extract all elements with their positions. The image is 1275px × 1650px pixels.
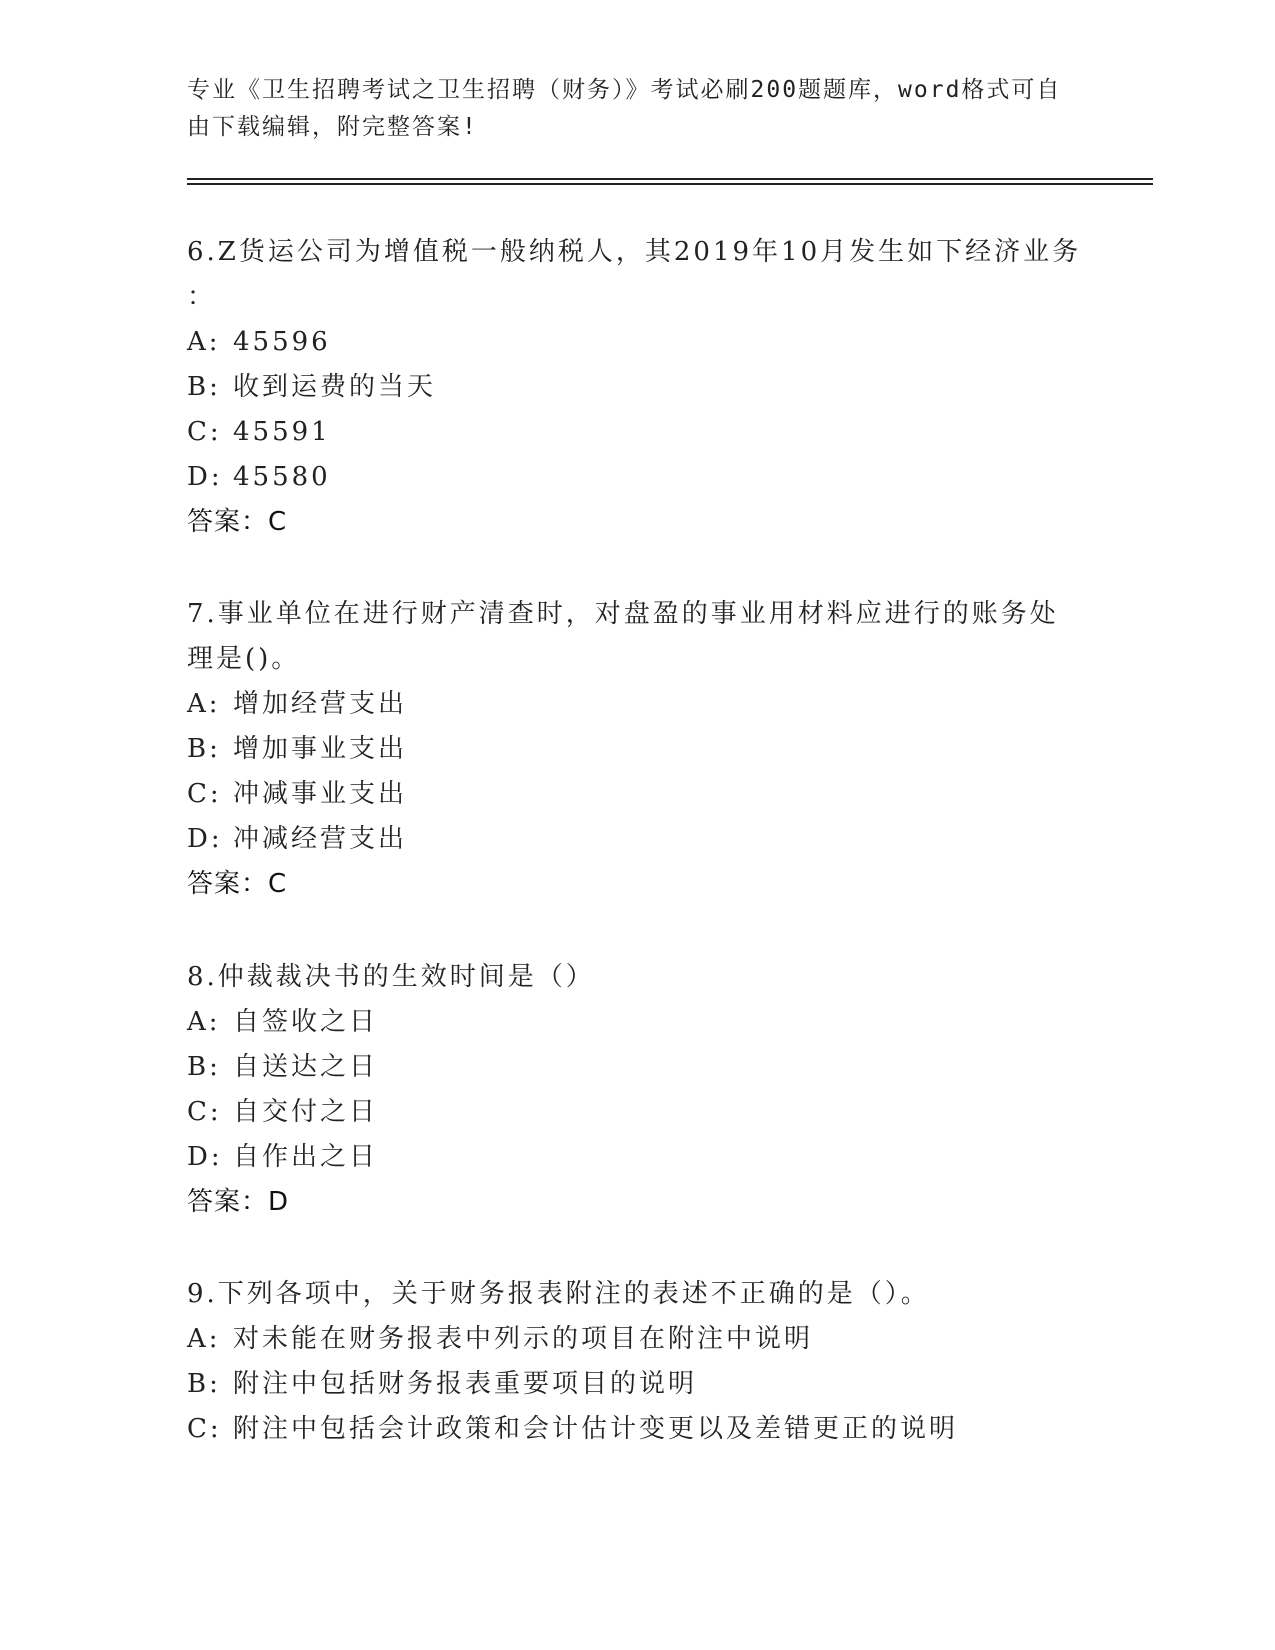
option-a — [187, 682, 1087, 727]
option-c — [187, 772, 1087, 817]
option-c — [187, 410, 1087, 455]
option-label: C: — [187, 779, 222, 809]
option-label: B: — [187, 1052, 221, 1082]
option-text: 附注中包括会计政策和会计估计变更以及差错更正的说明 — [233, 1414, 959, 1444]
option-a — [187, 1000, 1087, 1045]
question-stem-continued: ： — [187, 282, 217, 312]
option-text: 冲减经营支出 — [233, 824, 408, 854]
option-text: 收到运费的当天 — [233, 372, 437, 402]
question-stem: 7.事业单位在进行财产清查时，对盘盈的事业用材料应进行的账务处 — [187, 599, 1059, 629]
option-d — [187, 455, 1087, 500]
header-line-1: 专业《卫生招聘考试之卫生招聘（财务）》考试必刷200题题库，word格式可自 — [187, 77, 1062, 103]
option-label: B: — [187, 1369, 221, 1399]
option-text: 自作出之日 — [233, 1142, 379, 1172]
question-stem: 9.下列各项中，关于财务报表附注的表述不正确的是（）。 — [187, 1279, 930, 1309]
question-stem: 8.仲裁裁决书的生效时间是（） — [187, 962, 595, 992]
option-text: 增加事业支出 — [233, 734, 408, 764]
option-label: A: — [187, 689, 221, 719]
document-header — [187, 72, 1067, 146]
option-text: 自交付之日 — [233, 1097, 379, 1127]
option-text: 冲减事业支出 — [233, 779, 408, 809]
option-text: 45596 — [233, 327, 331, 357]
option-label: C: — [187, 417, 222, 447]
option-b — [187, 1362, 1087, 1407]
option-label: D: — [187, 1142, 223, 1172]
option-text: 对未能在财务报表中列示的项目在附注中说明 — [233, 1324, 814, 1354]
option-a — [187, 1317, 1087, 1362]
option-text: 自送达之日 — [233, 1052, 379, 1082]
option-b — [187, 727, 1087, 772]
option-label: A: — [187, 1007, 221, 1037]
option-text: 自签收之日 — [233, 1007, 379, 1037]
option-label: A: — [187, 327, 221, 357]
option-label: D: — [187, 462, 223, 492]
option-c — [187, 1407, 1087, 1452]
question-6 — [187, 230, 1087, 545]
option-label: C: — [187, 1097, 222, 1127]
option-text: 45591 — [233, 417, 331, 447]
option-text: 增加经营支出 — [233, 689, 408, 719]
option-label: A: — [187, 1324, 221, 1354]
header-divider-bottom — [187, 183, 1153, 185]
option-text: 附注中包括财务报表重要项目的说明 — [233, 1369, 698, 1399]
question-stem-continued: 理是()。 — [187, 644, 301, 674]
option-a — [187, 320, 1087, 365]
question-8 — [187, 955, 1087, 1225]
question-9 — [187, 1272, 1087, 1452]
option-text: 45580 — [233, 462, 331, 492]
option-d — [187, 817, 1087, 862]
option-b — [187, 1045, 1087, 1090]
answer: 答案：C — [187, 507, 288, 537]
answer: 答案：D — [187, 1187, 290, 1217]
option-b — [187, 365, 1087, 410]
question-stem: 6.Z货运公司为增值税一般纳税人，其2019年10月发生如下经济业务 — [187, 237, 1082, 267]
answer: 答案：C — [187, 869, 288, 899]
question-7 — [187, 592, 1087, 907]
option-label: B: — [187, 734, 221, 764]
header-divider-top — [187, 178, 1153, 180]
header-line-2: 由下载编辑，附完整答案! — [187, 114, 478, 140]
option-label: C: — [187, 1414, 222, 1444]
option-label: D: — [187, 824, 223, 854]
option-d — [187, 1135, 1087, 1180]
option-label: B: — [187, 372, 221, 402]
option-c — [187, 1090, 1087, 1135]
